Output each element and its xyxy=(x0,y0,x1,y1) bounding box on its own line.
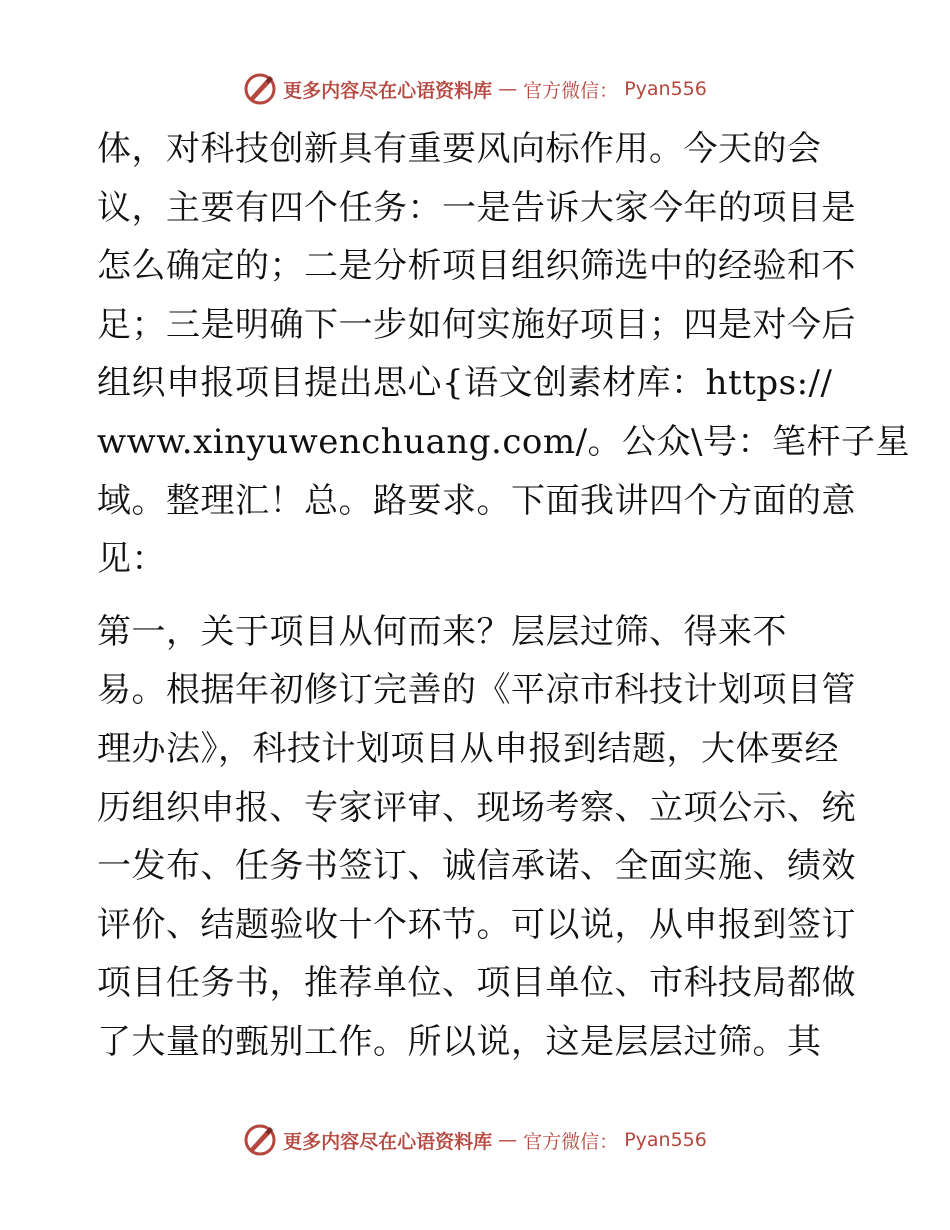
paragraph-gap xyxy=(97,589,857,603)
pen-logo-icon xyxy=(243,72,277,106)
banner-wechat-id: Pyan556 xyxy=(624,78,707,100)
text-line: 项目任务书，推荐单位、项目单位、市科技局都做 xyxy=(97,963,856,1004)
text-line: 议，主要有四个任务：一是告诉大家今年的项目是 xyxy=(97,187,856,228)
text-line: 域。整理汇！总。路要求。下面我讲四个方面的意 xyxy=(97,480,856,521)
header-banner xyxy=(0,72,950,106)
text-line: 理办法》，科技计划项目从申报到结题，大体要经 xyxy=(97,728,839,769)
text-line: 见： xyxy=(97,539,166,580)
text-line: www.xinyuwenchuang.com/。公众\号：笔杆子星 xyxy=(97,421,910,462)
banner-dash: — xyxy=(498,1129,518,1151)
text-line: 第一，关于项目从何而来？层层过筛、得来不 xyxy=(97,611,787,652)
footer-banner xyxy=(0,1123,950,1157)
text-line: 组织申报项目提出思心{语文创素材库：https:// xyxy=(97,363,833,404)
text-line: 怎么确定的；二是分析项目组织筛选中的经验和不 xyxy=(97,246,856,287)
text-line: 评价、结题验收十个环节。可以说，从申报到签订 xyxy=(97,904,856,945)
paragraph xyxy=(97,603,857,1072)
banner-title: 更多内容尽在心语资料库 xyxy=(283,79,493,102)
document-body xyxy=(97,120,910,1072)
pen-logo-icon xyxy=(243,1123,277,1157)
text-line: 了大量的甄别工作。所以说，这是层层过筛。其 xyxy=(97,1021,822,1062)
text-line: 易。根据年初修订完善的《平凉市科技计划项目管 xyxy=(97,670,856,711)
text-line: 历组织申报、专家评审、现场考察、立项公示、统 xyxy=(97,787,856,828)
banner-wechat-label: 官方微信： xyxy=(523,79,619,102)
banner-wechat-id: Pyan556 xyxy=(624,1129,707,1151)
paragraph xyxy=(97,120,910,589)
banner-wechat-label: 官方微信： xyxy=(523,1130,619,1153)
banner-dash: — xyxy=(498,78,518,100)
text-line: 一发布、任务书签订、诚信承诺、全面实施、绩效 xyxy=(97,846,856,887)
text-line: 体，对科技创新具有重要风向标作用。今天的会 xyxy=(97,129,822,169)
text-line: 足；三是明确下一步如何实施好项目；四是对今后 xyxy=(97,304,856,345)
banner-title: 更多内容尽在心语资料库 xyxy=(283,1130,493,1153)
